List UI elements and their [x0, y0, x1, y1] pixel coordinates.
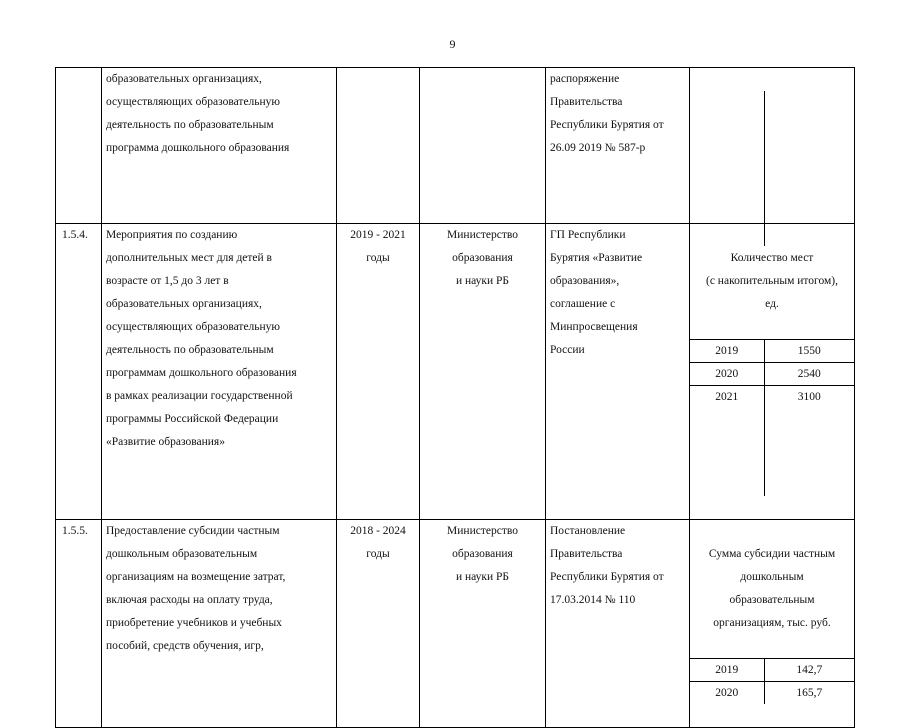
subtable-row [690, 682, 854, 705]
value-cell: 165,7 [764, 682, 854, 705]
basis-cell: Постановление Правительства Республики Бурятия от 17.03.2014 № 110 [546, 520, 690, 728]
page-number: 9 [449, 37, 456, 51]
value-cell: 142,7 [764, 659, 854, 682]
subtable-row [690, 363, 854, 386]
indicator-cell [690, 68, 855, 224]
description-cell: Предоставление субсидии частным дошкольным образовательным организациям на возмещение затрат, включая расходы на оплату труда, приобретение учебников и учебных пособий, средств обучения, игр, [102, 520, 337, 728]
basis-cell: распоряжение Правительства Республики Бурятия от 26.09 2019 № 587-р [546, 68, 690, 224]
year-cell: 2019 [690, 659, 764, 682]
indicator-subtable [690, 658, 854, 704]
executor-cell: Министерство образования и науки РБ [420, 224, 546, 520]
year-cell: 2020 [690, 682, 764, 705]
indicator-subtable [690, 339, 854, 496]
subtable-row [690, 340, 854, 363]
row-number-cell: 1.5.5. [56, 520, 102, 728]
description-cell: образовательных организациях, осуществляющих образовательную деятельность по образовательным программа дошкольного образования [102, 68, 337, 224]
value-cell: 2540 [764, 363, 854, 386]
period-cell: 2019 - 2021 годы [337, 224, 420, 520]
row-number-cell: 1.5.4. [56, 224, 102, 520]
year-cell: 2021 [690, 386, 764, 497]
period-cell: 2018 - 2024 годы [337, 520, 420, 728]
description-cell: Мероприятия по созданию дополнительных мест для детей в возрасте от 1,5 до 3 лет в образовательных организациях, осуществляющих образовательную деятельность по образовательным программам дошкольного образования в рамках реализации государственной программы Российской Федерации «Развитие образования» [102, 224, 337, 520]
executor-cell: Министерство образования и науки РБ [420, 520, 546, 728]
year-cell: 2020 [690, 363, 764, 386]
value-cell: 1550 [764, 340, 854, 363]
table-row [56, 520, 855, 728]
table-row [56, 68, 855, 224]
table-row [56, 224, 855, 520]
subtable-row [690, 659, 854, 682]
row-number-cell [56, 68, 102, 224]
period-cell [337, 68, 420, 224]
indicator-cell [690, 520, 855, 728]
value-cell: 3100 [764, 386, 854, 497]
executor-cell [420, 68, 546, 224]
activities-table [55, 67, 855, 728]
subtable-row [690, 386, 854, 497]
indicator-cell [690, 224, 855, 520]
indicator-title: Сумма субсидии частным дошкольным образовательным организациям, тыс. руб. [708, 548, 836, 629]
indicator-title: Количество мест (с накопительным итогом), ед. [706, 252, 838, 310]
year-cell: 2019 [690, 340, 764, 363]
basis-cell: ГП Республики Бурятия «Развитие образования», соглашение с Минпросвещения России [546, 224, 690, 520]
